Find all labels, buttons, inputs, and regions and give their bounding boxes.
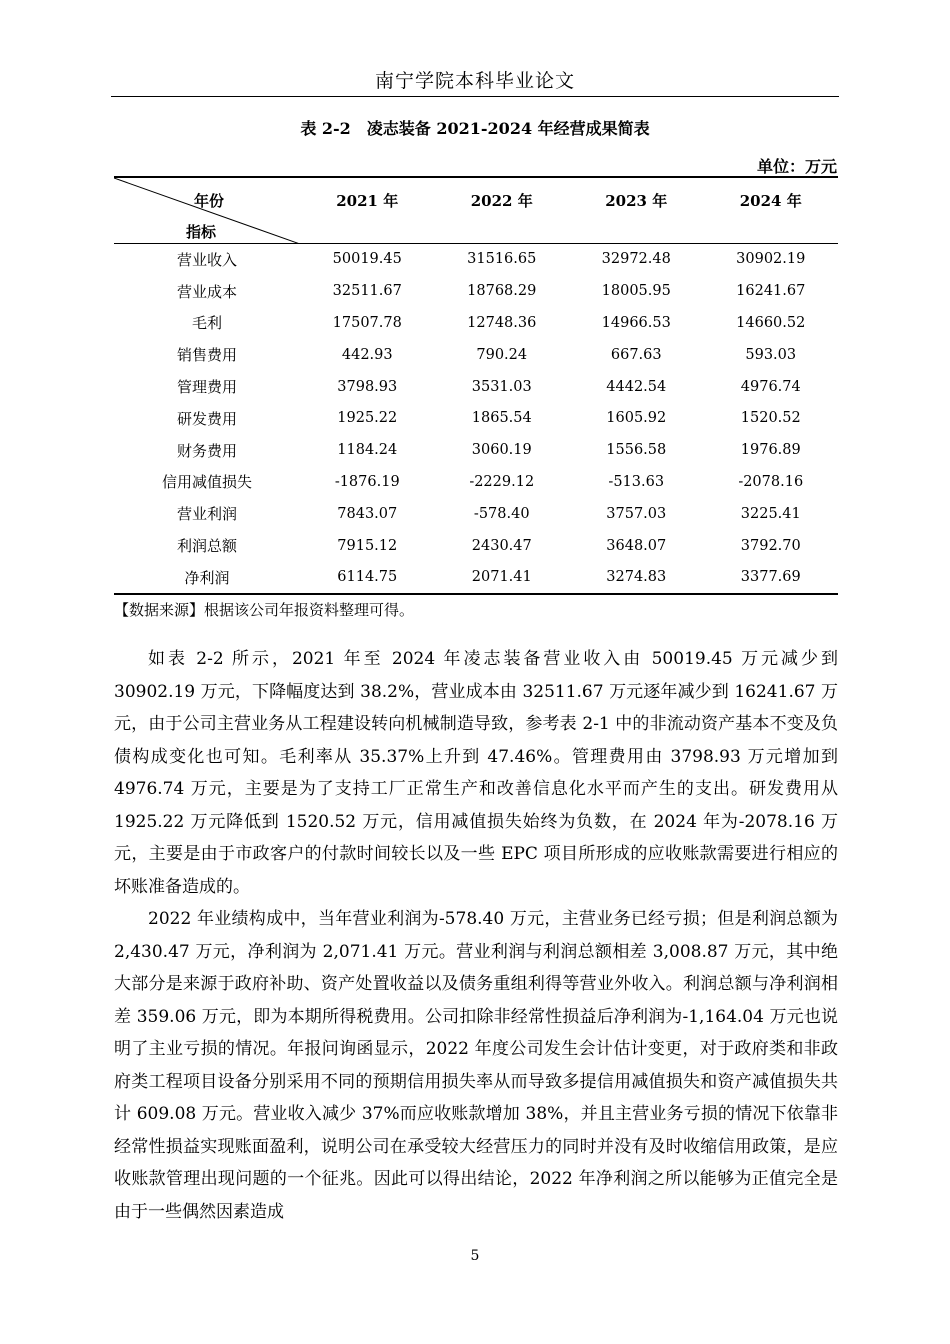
body-text — [114, 643, 838, 1228]
table-caption: 表 2-2 凌志装备 2021-2024 年经营成果简表 — [300, 119, 650, 138]
table-cell: 790.24 — [476, 346, 528, 363]
corner-label-indicator: 指标 — [186, 223, 217, 241]
table-cell: 3225.41 — [740, 505, 801, 522]
column-header: 2024 年 — [704, 177, 839, 243]
table-cell: 1925.22 — [337, 410, 398, 427]
table-cell: 31516.65 — [467, 251, 537, 268]
table-row — [114, 243, 838, 275]
row-label: 管理费用 — [176, 378, 237, 397]
table-row — [114, 307, 838, 339]
table-header-row — [114, 177, 838, 243]
table-cell: 18005.95 — [601, 283, 671, 300]
table-cell: 3531.03 — [471, 378, 532, 395]
table-cell: 2430.47 — [471, 537, 532, 554]
table-cell: 16241.67 — [736, 283, 806, 300]
row-label: 净利润 — [114, 561, 300, 594]
table-cell: 2071.41 — [435, 561, 570, 594]
table-cell: 17507.78 — [332, 314, 402, 331]
table-cell: 18768.29 — [467, 283, 537, 300]
table-cell: 3757.03 — [606, 505, 667, 522]
table-cell: 1520.52 — [740, 410, 801, 427]
table-cell: 3798.93 — [337, 378, 398, 395]
page-number: 5 — [470, 1248, 480, 1264]
table-cell: 4442.54 — [606, 378, 667, 395]
table-cell: 667.63 — [610, 346, 662, 363]
table-cell: 50019.45 — [332, 251, 402, 268]
table-cell: -2078.16 — [738, 473, 804, 490]
table-cell: 593.03 — [745, 346, 797, 363]
table-cell: 30902.19 — [736, 251, 806, 268]
row-label: 营业收入 — [176, 250, 237, 269]
table-cell: 1976.89 — [740, 442, 801, 459]
table-cell: 3274.83 — [569, 561, 704, 594]
diagonal-header-cell — [114, 177, 300, 243]
table-row — [114, 561, 838, 594]
row-label: 销售费用 — [176, 346, 237, 365]
table-cell: 3377.69 — [704, 561, 839, 594]
table-cell: 12748.36 — [467, 314, 537, 331]
table-row — [114, 530, 838, 562]
table-cell: 1865.54 — [471, 410, 532, 427]
table-row — [114, 466, 838, 498]
row-label: 信用减值损失 — [161, 473, 252, 492]
table-cell: 6114.75 — [300, 561, 435, 594]
table-cell: 1556.58 — [606, 442, 667, 459]
table-row — [114, 498, 838, 530]
column-header: 2023 年 — [569, 177, 704, 243]
column-header: 2022 年 — [435, 177, 570, 243]
data-source-note: 【数据来源】根据该公司年报资料整理可得。 — [114, 601, 415, 619]
running-header: 南宁学院本科毕业论文 — [374, 70, 575, 92]
table-cell: 7915.12 — [337, 537, 398, 554]
corner-label-year: 年份 — [194, 192, 225, 210]
table-row — [114, 402, 838, 434]
table-cell: 1605.92 — [606, 410, 667, 427]
row-label: 毛利 — [191, 314, 222, 333]
table-cell: -1876.19 — [334, 473, 400, 490]
row-label: 营业成本 — [176, 282, 237, 301]
table-cell: 3060.19 — [471, 442, 532, 459]
table-cell: 442.93 — [341, 346, 393, 363]
table-row — [114, 371, 838, 403]
table-cell: 3792.70 — [740, 537, 801, 554]
header-rule — [111, 96, 839, 97]
paragraph: 如表 2-2 所示，2021 年至 2024 年凌志装备营业收入由 50019.45 万元减少到 30902.19 万元，下降幅度达到 38.2%，营业成本由 32511.67 万元逐年减少到 16241.67 万元，由于公司主营业务从工程建设转向机械制造导致，参考表 2-1 中的非流动资产基本不变及负债构成变化也可知。毛利率从 35.37%上升到 47.46%。管理费用由 3798.93 万元增加到 4976.74 万元，主要是为了支持工厂正常生产和改善信息化水平而产生的支出。研发费用从 1925.22 万元降低到 1520.52 万元，信用减值损失始终为负数，在 2024 年为-2078.16 万元，主要是由于市政客户的付款时间较长以及一些 EPC 项目所形成的应收账款需要进行相应的坏账准备造成的。 — [114, 649, 838, 897]
row-label: 研发费用 — [176, 409, 237, 428]
row-label: 利润总额 — [176, 537, 237, 556]
table-row — [114, 434, 838, 466]
table-cell: 32511.67 — [332, 283, 402, 300]
table-cell: 3648.07 — [606, 537, 667, 554]
operating-results-table — [114, 176, 838, 595]
table-cell: 7843.07 — [337, 505, 398, 522]
table-cell: 1184.24 — [337, 442, 398, 459]
table-unit: 单位：万元 — [756, 157, 837, 176]
column-header: 2021 年 — [300, 177, 435, 243]
row-label: 营业利润 — [176, 505, 237, 524]
row-label: 财务费用 — [176, 441, 237, 460]
table-cell: 32972.48 — [601, 251, 671, 268]
table-row — [114, 275, 838, 307]
table-cell: -513.63 — [608, 473, 665, 490]
table-cell: -578.40 — [473, 505, 530, 522]
paragraph: 2022 年业绩构成中，当年营业利润为-578.40 万元，主营业务已经亏损；但是利润总额为 2,430.47 万元，净利润为 2,071.41 万元。营业利润与利润总额相差 3,008.87 万元，其中绝大部分是来源于政府补助、资产处置收益以及债务重组利得等营业外收入。利润总额与净利润相差 359.06 万元，即为本期所得税费用。公司扣除非经常性损益后净利润为-1,164.04 万元也说明了主业亏损的情况。年报问询函显示，2022 年度公司发生会计估计变更，对于政府类和非政府类工程项目设备分别采用不同的预期信用损失率从而导致多提信用减值损失和资产减值损失共计 609.08 万元。营业收入减少 37%而应收账款增加 38%，并且主营业务亏损的情况下依靠非经常性损益实现账面盈利，说明公司在承受较大经营压力的同时并没有及时收缩信用政策，是应收账款管理出现问题的一个征兆。因此可以得出结论，2022 年净利润之所以能够为正值完全是由于一些偶然因素造成 — [114, 909, 838, 1222]
table-cell: 4976.74 — [740, 378, 801, 395]
table-cell: -2229.12 — [469, 473, 535, 490]
table-row — [114, 339, 838, 371]
table-cell: 14966.53 — [601, 314, 671, 331]
table-cell: 14660.52 — [736, 314, 806, 331]
